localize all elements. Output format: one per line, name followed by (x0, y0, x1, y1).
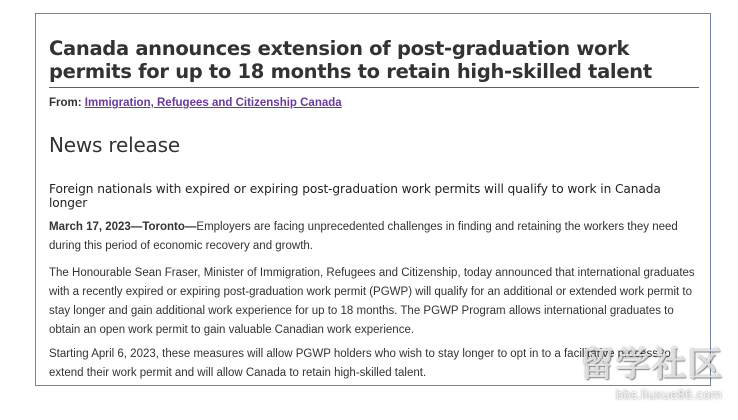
dateline: March 17, 2023—Toronto— (49, 221, 197, 233)
paragraph-2: The Honourable Sean Fraser, Minister of Immigration, Refugees and Citizenship, today announced that international graduates with a recently expired or expiring post-graduation work permit (PGWP) will qualify for an additional or extended work permit to stay longer and gain additional work experience for up to 18 months. The PGWP Program allows international graduates to obtain an open work permit to gain valuable Canadian work experience. (49, 267, 695, 336)
paragraph-1 (49, 218, 699, 256)
from-line (49, 96, 342, 110)
paragraph-1-body: Employers are facing unprecedented challenges in finding and retaining the workers they need during this period of economic recovery and growth. (49, 221, 678, 252)
from-label: From: (49, 97, 82, 109)
news-article-frame (35, 13, 711, 386)
article-title: Canada announces extension of post-graduation work permits for up to 18 months to retain high-skilled talent (49, 37, 652, 83)
paragraph-3: Starting April 6, 2023, these measures will allow PGWP holders who wish to stay longer to opt in to a facilitative process to extend their work permit and will allow Canada to retain high-skilled talent. (49, 348, 671, 379)
department-link[interactable]: Immigration, Refugees and Citizenship Canada (84, 97, 342, 109)
watermark-main-text: 留学社区 (580, 345, 724, 385)
section-heading: News release (49, 133, 180, 157)
watermark-url: bbs.liuxue86.com (615, 388, 722, 402)
article-subheading: Foreign nationals with expired or expiring post-graduation work permits will qualify to work in Canada longer (49, 182, 661, 210)
title-divider (49, 87, 699, 88)
